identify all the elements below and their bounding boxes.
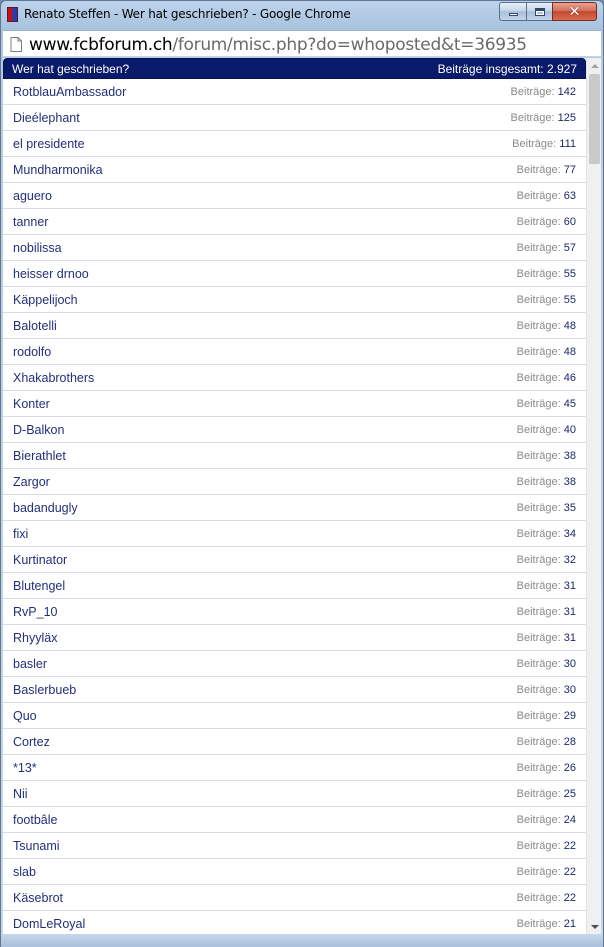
page-icon: [10, 37, 22, 52]
poster-name-link[interactable]: Tsunami: [13, 838, 60, 853]
poster-name-link[interactable]: nobilissa: [13, 240, 62, 255]
post-count-label: Beiträge:: [516, 839, 561, 852]
post-count-label: Beiträge:: [516, 241, 561, 254]
poster-name-link[interactable]: fixi: [13, 526, 29, 541]
total-posts: [438, 62, 577, 76]
minimize-button[interactable]: [499, 2, 526, 21]
list-item: [3, 521, 586, 547]
post-count-label: Beiträge:: [516, 631, 561, 644]
post-count-value: 40: [563, 423, 576, 436]
poster-name-link[interactable]: D-Balkon: [13, 422, 65, 437]
scroll-up-arrow-icon: [591, 64, 599, 68]
post-count: [517, 216, 576, 228]
post-count-value: 55: [563, 267, 576, 280]
post-count: [517, 320, 576, 332]
poster-name-link[interactable]: Mundharmonika: [13, 162, 103, 177]
post-count-value: 22: [563, 865, 576, 878]
scroll-up-button[interactable]: [587, 58, 601, 73]
maximize-icon: [535, 8, 545, 16]
post-count-label: Beiträge:: [516, 865, 561, 878]
poster-name-link[interactable]: tanner: [13, 214, 49, 229]
post-count-value: 24: [563, 813, 576, 826]
post-count: [517, 372, 576, 384]
list-item: [3, 287, 586, 313]
list-item: [3, 755, 586, 781]
post-count: [511, 112, 576, 124]
post-count: [517, 294, 576, 306]
post-count: [517, 710, 576, 722]
post-count-value: 22: [563, 891, 576, 904]
post-count-value: 38: [563, 449, 576, 462]
scroll-down-button[interactable]: [587, 919, 601, 934]
post-count-value: 31: [563, 631, 576, 644]
post-count-value: 48: [563, 319, 576, 332]
poster-name-link[interactable]: RotblauAmbassador: [13, 84, 127, 99]
post-count-label: Beiträge:: [516, 293, 561, 306]
post-count: [517, 658, 576, 670]
post-count-value: 31: [563, 605, 576, 618]
poster-name-link[interactable]: Bierathlet: [13, 448, 66, 463]
post-count-value: 21: [563, 917, 576, 930]
minimize-icon: [509, 13, 518, 16]
poster-name-link[interactable]: Kurtinator: [13, 552, 68, 567]
post-count-value: 63: [563, 189, 576, 202]
poster-name-link[interactable]: Xhakabrothers: [13, 370, 95, 385]
post-count-label: Beiträge:: [516, 761, 561, 774]
poster-name-link[interactable]: badandugly: [13, 500, 78, 515]
post-count: [517, 632, 576, 644]
post-count-label: Beiträge:: [516, 267, 561, 280]
list-item: [3, 911, 586, 934]
post-count: [517, 866, 576, 878]
post-count-label: Beiträge:: [516, 449, 561, 462]
url-path: /forum/misc.php?do=whoposted&t=36935: [172, 35, 527, 55]
post-count-value: 28: [563, 735, 576, 748]
post-count: [517, 684, 576, 696]
post-count-value: 60: [563, 215, 576, 228]
poster-name-link[interactable]: Baslerbueb: [13, 682, 77, 697]
post-count-label: Beiträge:: [516, 891, 561, 904]
post-count-value: 32: [563, 553, 576, 566]
scrollbar-thumb[interactable]: [589, 74, 600, 164]
post-count-label: Beiträge:: [516, 345, 561, 358]
table-heading: Wer hat geschrieben?: [12, 61, 130, 76]
poster-name-link[interactable]: aguero: [13, 188, 52, 203]
post-count-value: 46: [563, 371, 576, 384]
post-count: [512, 138, 576, 150]
post-count: [517, 190, 576, 202]
list-item: [3, 443, 586, 469]
list-item: [3, 469, 586, 495]
post-count: [517, 528, 576, 540]
post-count-value: 22: [563, 839, 576, 852]
post-count: [517, 892, 576, 904]
list-item: [3, 209, 586, 235]
post-count: [517, 242, 576, 254]
address-bar[interactable]: [3, 30, 601, 57]
list-item: [3, 807, 586, 833]
post-count-label: Beiträge:: [516, 657, 561, 670]
post-count-value: 48: [563, 345, 576, 358]
total-label: Beiträge insgesamt:: [437, 61, 544, 76]
list-item: [3, 859, 586, 885]
fcb-crest-icon: [7, 7, 18, 22]
list-item: [3, 313, 586, 339]
post-count-label: Beiträge:: [516, 787, 561, 800]
poster-name-link[interactable]: Quo: [13, 708, 37, 723]
post-count: [517, 918, 576, 930]
post-count: [517, 580, 576, 592]
poster-name-link[interactable]: RvP_10: [13, 604, 58, 619]
poster-name-link[interactable]: Dieélephant: [13, 110, 80, 125]
post-count-label: Beiträge:: [516, 813, 561, 826]
post-count: [511, 86, 576, 98]
poster-list: [3, 79, 586, 934]
post-count: [517, 814, 576, 826]
post-count: [517, 268, 576, 280]
poster-name-link[interactable]: el presidente: [13, 136, 85, 151]
post-count: [517, 398, 576, 410]
list-item: [3, 183, 586, 209]
poster-name-link[interactable]: basler: [13, 656, 48, 671]
post-count-value: 55: [563, 293, 576, 306]
post-count: [517, 502, 576, 514]
url-host: www.fcbforum.ch: [29, 35, 173, 55]
title-bar[interactable]: [1, 1, 603, 29]
post-count-label: Beiträge:: [516, 735, 561, 748]
close-icon: ✕: [568, 3, 581, 20]
post-count-value: 38: [563, 475, 576, 488]
post-count-label: Beiträge:: [516, 189, 561, 202]
list-item: [3, 781, 586, 807]
post-count: [517, 424, 576, 436]
post-count-value: 34: [563, 527, 576, 540]
total-value: 2.927: [546, 61, 577, 76]
post-count: [517, 736, 576, 748]
list-item: [3, 547, 586, 573]
poster-name-link[interactable]: heisser drnoo: [13, 266, 89, 281]
post-count: [517, 450, 576, 462]
post-count-label: Beiträge:: [516, 397, 561, 410]
poster-name-link[interactable]: Käsebrot: [13, 890, 64, 905]
post-count-label: Beiträge:: [516, 527, 561, 540]
list-item: [3, 79, 586, 105]
poster-name-link[interactable]: rodolfo: [13, 344, 52, 359]
window-title: Renato Steffen - Wer hat geschrieben? - Google Chrome: [24, 7, 351, 21]
post-count-value: 57: [563, 241, 576, 254]
post-count-value: 45: [563, 397, 576, 410]
list-item: [3, 573, 586, 599]
maximize-button[interactable]: [526, 2, 552, 21]
poster-name-link[interactable]: Käppelijoch: [13, 292, 78, 307]
post-count: [517, 840, 576, 852]
post-count-label: Beiträge:: [516, 423, 561, 436]
post-count-label: Beiträge:: [516, 579, 561, 592]
list-item: [3, 677, 586, 703]
list-item: [3, 131, 586, 157]
list-item: [3, 599, 586, 625]
list-item: [3, 833, 586, 859]
post-count-label: Beiträge:: [516, 163, 561, 176]
post-count-value: 30: [563, 657, 576, 670]
post-count-value: 31: [563, 579, 576, 592]
post-count-label: Beiträge:: [516, 475, 561, 488]
url-text[interactable]: [29, 35, 527, 55]
poster-name-link[interactable]: DomLeRoyal: [13, 916, 86, 931]
page-content: [3, 58, 601, 934]
post-count-value: 111: [559, 137, 576, 150]
post-count: [517, 606, 576, 618]
post-count: [517, 762, 576, 774]
post-count-value: 125: [557, 111, 576, 124]
post-count-value: 26: [563, 761, 576, 774]
post-count-label: Beiträge:: [510, 85, 555, 98]
poster-name-link[interactable]: slab: [13, 864, 36, 879]
list-item: [3, 625, 586, 651]
post-count-label: Beiträge:: [516, 215, 561, 228]
table-header: [3, 58, 586, 79]
poster-name-link[interactable]: Nii: [13, 786, 28, 801]
list-item: [3, 157, 586, 183]
close-button[interactable]: [552, 2, 597, 21]
post-count: [517, 476, 576, 488]
poster-name-link[interactable]: Blutengel: [13, 578, 66, 593]
post-count: [517, 788, 576, 800]
poster-name-link[interactable]: *13*: [13, 760, 37, 775]
poster-name-link[interactable]: Konter: [13, 396, 50, 411]
post-count-label: Beiträge:: [510, 111, 555, 124]
list-item: [3, 105, 586, 131]
post-count-label: Beiträge:: [516, 683, 561, 696]
list-item: [3, 651, 586, 677]
post-count-value: 35: [563, 501, 576, 514]
poster-name-link[interactable]: footbâle: [13, 812, 58, 827]
scroll-down-arrow-icon: [591, 925, 599, 929]
list-item: [3, 261, 586, 287]
list-item: [3, 417, 586, 443]
post-count: [517, 164, 576, 176]
list-item: [3, 391, 586, 417]
post-count-value: 77: [563, 163, 576, 176]
post-count-label: Beiträge:: [516, 371, 561, 384]
window-controls: [499, 2, 597, 21]
post-count-value: 25: [563, 787, 576, 800]
list-item: [3, 339, 586, 365]
list-item: [3, 729, 586, 755]
post-count: [517, 554, 576, 566]
post-count-value: 30: [563, 683, 576, 696]
vertical-scrollbar[interactable]: [586, 58, 601, 934]
list-item: [3, 885, 586, 911]
list-item: [3, 703, 586, 729]
post-count-label: Beiträge:: [516, 319, 561, 332]
post-count-label: Beiträge:: [512, 137, 557, 150]
poster-name-link[interactable]: Balotelli: [13, 318, 57, 333]
poster-name-link[interactable]: Cortez: [13, 734, 50, 749]
post-count-label: Beiträge:: [516, 709, 561, 722]
list-item: [3, 495, 586, 521]
window-bottom-frame: [1, 934, 603, 947]
post-count-label: Beiträge:: [516, 605, 561, 618]
post-count: [517, 346, 576, 358]
post-count-value: 29: [563, 709, 576, 722]
post-count-label: Beiträge:: [516, 917, 561, 930]
list-item: [3, 365, 586, 391]
poster-name-link[interactable]: Rhyyläx: [13, 630, 58, 645]
post-count-label: Beiträge:: [516, 501, 561, 514]
poster-name-link[interactable]: Zargor: [13, 474, 50, 489]
post-count-label: Beiträge:: [516, 553, 561, 566]
post-count-value: 142: [557, 85, 576, 98]
list-item: [3, 235, 586, 261]
